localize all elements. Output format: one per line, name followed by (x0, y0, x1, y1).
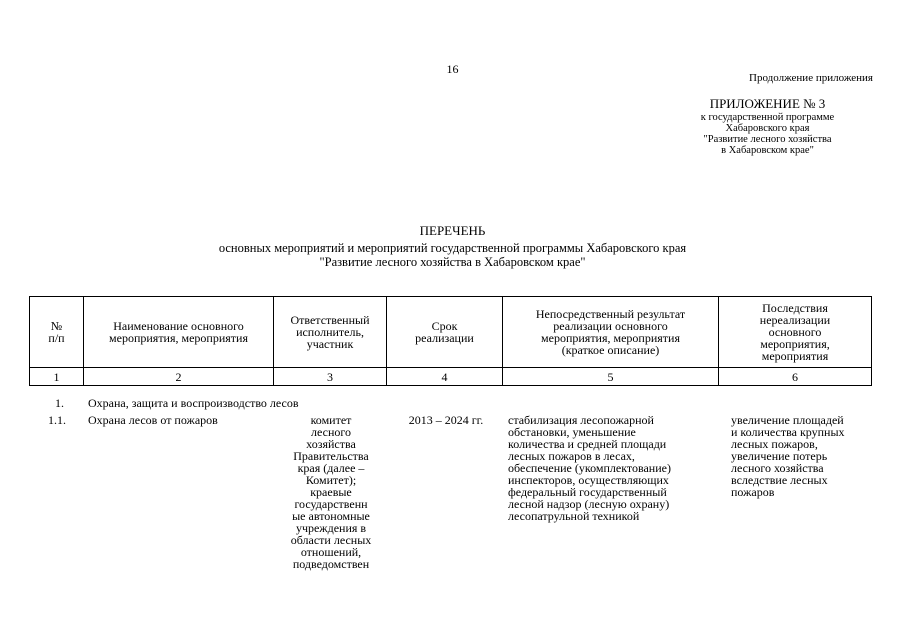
appendix-title: ПРИЛОЖЕНИЕ № 3 (709, 96, 826, 111)
section-title: Охрана, защита и воспроизводство лесов (88, 396, 299, 410)
header-cell-executor: Ответственный исполнитель, участник (274, 297, 387, 368)
header-cell-term: Срок реализации (387, 297, 503, 368)
appendix-line: в Хабаровском крае" (721, 145, 814, 156)
continuation-note: Продолжение приложения (749, 72, 873, 84)
appendix-line: к государственной программе (700, 112, 835, 123)
page-number: 16 (446, 62, 459, 76)
column-number: 2 (84, 368, 274, 386)
column-number-row (30, 368, 872, 386)
row-executor: комитет лесного хозяйства Правительства края (далее – Комитет); краевые государственн ые автономные учреждения в области лесных отношений, подведомствен (290, 413, 372, 571)
table-header (29, 296, 872, 386)
subtitle-line: основных мероприятий и мероприятий государственной программы Хабаровского края (218, 241, 687, 255)
subtitle-line: "Развитие лесного хозяйства в Хабаровском крае" (319, 255, 586, 269)
appendix-line: Хабаровского края (725, 123, 810, 134)
row-number: 1.1. (48, 413, 66, 427)
header-cell-name: Наименование основного мероприятия, мероприятия (84, 297, 274, 368)
header-cell-number: № п/п (30, 297, 84, 368)
row-term: 2013 – 2024 гг. (408, 413, 484, 427)
appendix-block (655, 96, 880, 156)
header-row (30, 297, 872, 368)
appendix-line: "Развитие лесного хозяйства (703, 134, 832, 145)
column-number: 4 (387, 368, 503, 386)
document-title: ПЕРЕЧЕНЬ (419, 223, 486, 238)
header-cell-result: Непосредственный результат реализации основного мероприятия, мероприятия (краткое описание) (503, 297, 719, 368)
row-name: Охрана лесов от пожаров (88, 413, 218, 427)
column-number: 1 (30, 368, 84, 386)
column-number: 3 (274, 368, 387, 386)
header-cell-consequences: Последствия нереализации основного мероприятия, мероприятия (719, 297, 872, 368)
row-result: стабилизация лесопожарной обстановки, уменьшение количества и средней площади лесных пожаров в лесах, обеспечение (укомплектование) инспекторов, осуществляющих федеральный государственный лесной надзор (лесную охрану) лесопатрульной техникой (508, 413, 671, 523)
section-number: 1. (55, 396, 64, 410)
row-consequences: увеличение площадей и количества крупных лесных пожаров, увеличение потерь лесного хозяйства вследствие лесных пожаров (731, 413, 845, 499)
column-number: 5 (503, 368, 719, 386)
document-subtitle (0, 241, 905, 269)
column-number: 6 (719, 368, 872, 386)
